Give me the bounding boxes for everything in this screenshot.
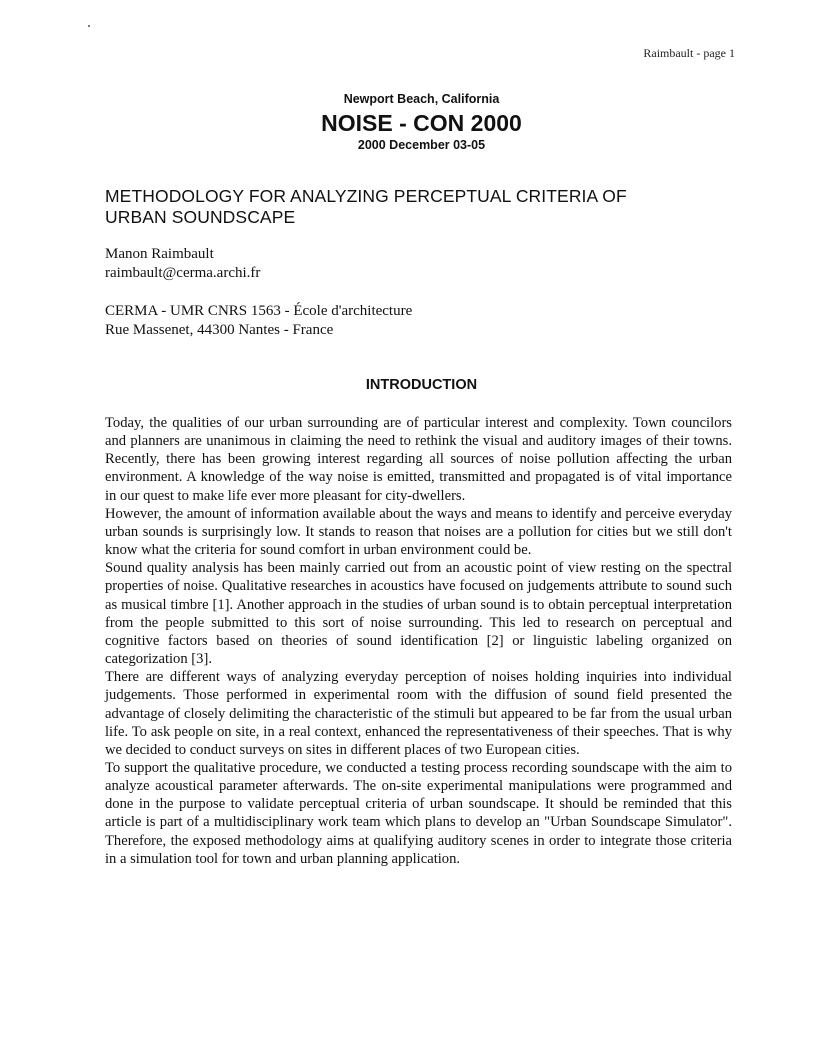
affiliation-line-2: Rue Massenet, 44300 Nantes - France <box>105 322 334 338</box>
scan-speck <box>88 25 90 27</box>
affiliation-block <box>105 302 412 340</box>
paragraph: Sound quality analysis has been mainly carried out from an acoustic point of view resting on the spectral properties of noise. Qualitative researches in acoustics have focused on judgements attribute to sound such as musical timbre [1]. Another approach in the studies of urban sound is to obtain perceptual interpretation from the people submitted to this sort of noise surrounding. This led to research on perceptual and cognitive factors based on theories of sound identification [2] or linguistic labeling organized on categorization [3]. <box>105 560 732 668</box>
paper-title <box>105 186 745 228</box>
conference-dates: 2000 December 03-05 <box>357 138 486 152</box>
paper-title-line-1: METHODOLOGY FOR ANALYZING PERCEPTUAL CRITERIA OF <box>105 186 627 206</box>
conference-name: NOISE - CON 2000 <box>321 110 522 136</box>
conference-location: Newport Beach, California <box>343 92 500 106</box>
author-email: raimbault@cerma.archi.fr <box>105 265 261 281</box>
paragraph: Today, the qualities of our urban surrounding are of particular interest and complexity. Town councilors and planners are unanimous in claiming the need to rethink the visual and auditory images of their towns. Recently, there has been growing interest regarding all sources of noise pollution affecting the urban environment. A knowledge of the way noise is emitted, transmitted and propagated is of vital importance in our quest to make life ever more pleasant for city-dwellers. <box>105 415 732 504</box>
paragraph: However, the amount of information available about the ways and means to identify and perceive everyday urban sounds is surprisingly low. It stands to reason that noises are a pollution for cities but we still don't know what the criteria for sound comfort in urban environment could be. <box>105 505 732 559</box>
section-heading: INTRODUCTION <box>365 377 478 393</box>
paper-title-line-2: URBAN SOUNDSCAPE <box>105 207 296 227</box>
section-body <box>105 414 732 868</box>
paragraph: There are different ways of analyzing everyday perception of noises holding inquiries into individual judgements. Those performed in experimental room with the diffusion of sound field presented the advantage of closely delimiting the characteristic of the stimuli but appeared to be far from the usual urban life. To ask people on site, in a real context, enhanced the representativeness of their speeches. That is why we decided to conduct surveys on sites in different places of two European cities. <box>105 669 732 758</box>
paragraph: To support the qualitative procedure, we conducted a testing process recording soundscape with the aim to analyze acoustical parameter afterwards. The on-site experimental manipulations were programmed and done in the purpose to validate perceptual criteria of urban soundscape. It should be reminded that this article is part of a multidisciplinary work team which plans to develop an "Urban Soundscape Simulator". Therefore, the exposed methodology aims at qualifying auditory scenes in order to integrate those criteria in a simulation tool for town and urban planning application. <box>105 759 732 867</box>
author-block <box>105 245 260 283</box>
author-name: Manon Raimbault <box>105 246 214 262</box>
running-head: Raimbault - page 1 <box>643 46 735 60</box>
conference-header <box>0 92 813 153</box>
affiliation-line-1: CERMA - UMR CNRS 1563 - École d'architecture <box>105 303 413 319</box>
